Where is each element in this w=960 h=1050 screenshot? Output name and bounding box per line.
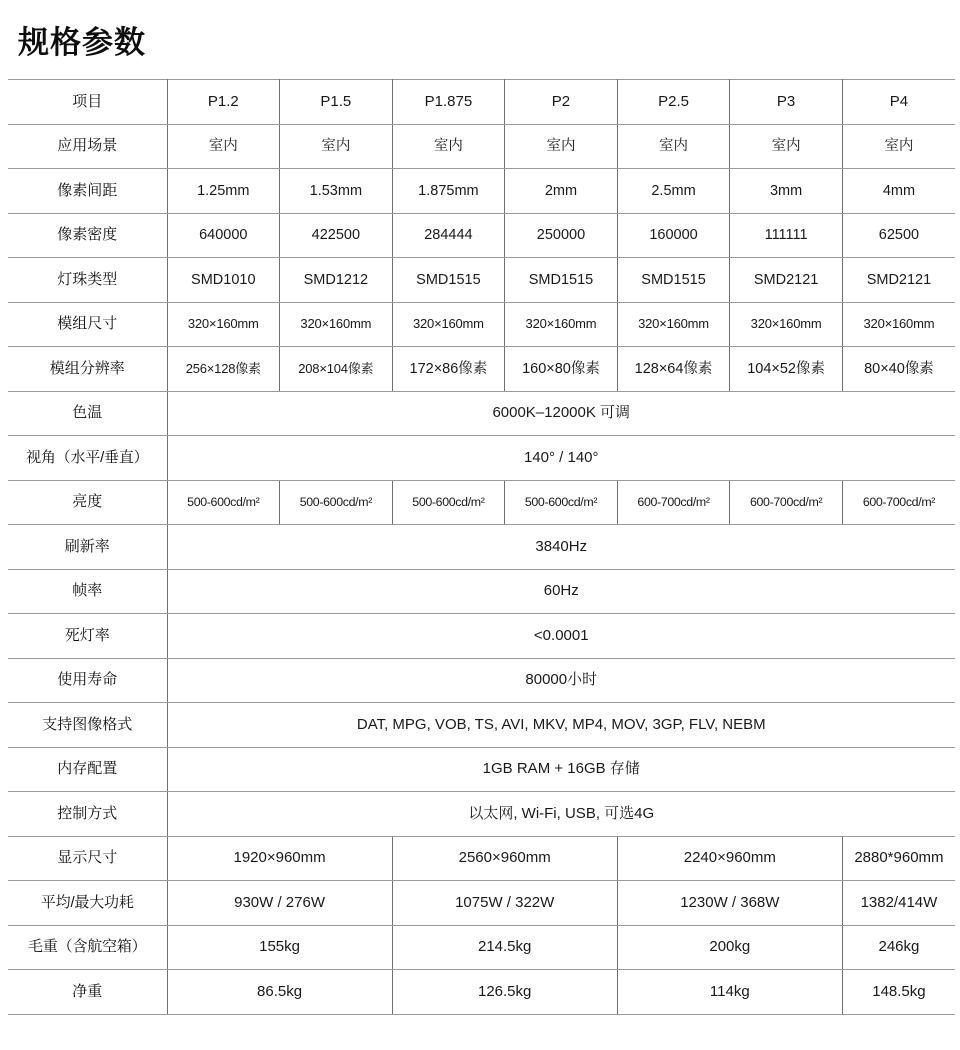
row-value-cell: 320×160mm <box>392 302 505 347</box>
row-value-cell: 2.5mm <box>617 169 730 214</box>
row-value-cell: SMD2121 <box>730 258 843 303</box>
table-row <box>8 124 955 169</box>
row-label-cell: 应用场景 <box>8 124 167 169</box>
table-row <box>8 881 955 926</box>
row-value-cell: 422500 <box>280 213 393 258</box>
row-group-value: 148.5kg <box>842 970 955 1015</box>
row-group-value: 126.5kg <box>392 970 617 1015</box>
table-row <box>8 614 955 659</box>
row-label-cell: 像素间距 <box>8 169 167 214</box>
row-value-cell: 62500 <box>842 213 955 258</box>
spec-table-wrapper <box>8 79 955 1015</box>
row-label-cell: 视角（水平/垂直） <box>8 436 167 481</box>
table-row <box>8 925 955 970</box>
row-value-cell: 320×160mm <box>167 302 280 347</box>
header-model-P1.5: P1.5 <box>280 80 393 125</box>
row-label-cell: 显示尺寸 <box>8 836 167 881</box>
row-merged-value: 140° / 140° <box>167 436 955 481</box>
header-model-P4: P4 <box>842 80 955 125</box>
row-group-value: 1920×960mm <box>167 836 392 881</box>
row-group-value: 200kg <box>617 925 842 970</box>
header-label-cell: 项目 <box>8 80 167 125</box>
header-model-P1.2: P1.2 <box>167 80 280 125</box>
row-group-value: 930W / 276W <box>167 881 392 926</box>
header-model-P2: P2 <box>505 80 618 125</box>
row-group-value: 1230W / 368W <box>617 881 842 926</box>
row-label-cell: 色温 <box>8 391 167 436</box>
row-value-cell: 160000 <box>617 213 730 258</box>
row-label-cell: 支持图像格式 <box>8 703 167 748</box>
header-model-P3: P3 <box>730 80 843 125</box>
row-label-cell: 控制方式 <box>8 792 167 837</box>
row-label-cell: 模组分辨率 <box>8 347 167 392</box>
table-header-row <box>8 80 955 125</box>
row-merged-value: 80000小时 <box>167 658 955 703</box>
row-value-cell: 室内 <box>280 124 393 169</box>
table-row <box>8 347 955 392</box>
row-group-value: 86.5kg <box>167 970 392 1015</box>
row-value-cell: 室内 <box>167 124 280 169</box>
row-merged-value: <0.0001 <box>167 614 955 659</box>
table-row <box>8 747 955 792</box>
row-group-value: 1075W / 322W <box>392 881 617 926</box>
row-value-cell: 3mm <box>730 169 843 214</box>
row-label-cell: 刷新率 <box>8 525 167 570</box>
specifications-table <box>8 79 955 1015</box>
row-label-cell: 使用寿命 <box>8 658 167 703</box>
row-value-cell: SMD1515 <box>617 258 730 303</box>
row-value-cell: 2mm <box>505 169 618 214</box>
table-row <box>8 258 955 303</box>
row-label-cell: 像素密度 <box>8 213 167 258</box>
table-row <box>8 525 955 570</box>
row-label-cell: 帧率 <box>8 569 167 614</box>
row-value-cell: 320×160mm <box>280 302 393 347</box>
row-value-cell: 室内 <box>730 124 843 169</box>
table-row <box>8 703 955 748</box>
table-row <box>8 970 955 1015</box>
row-merged-value: 3840Hz <box>167 525 955 570</box>
row-value-cell: 250000 <box>505 213 618 258</box>
row-value-cell: 111111 <box>730 213 843 258</box>
row-merged-value: 6000K–12000K 可调 <box>167 391 955 436</box>
row-label-cell: 内存配置 <box>8 747 167 792</box>
row-value-cell: 208×104像素 <box>280 347 393 392</box>
row-group-value: 2560×960mm <box>392 836 617 881</box>
row-label-cell: 平均/最大功耗 <box>8 881 167 926</box>
table-row <box>8 836 955 881</box>
row-value-cell: 80×40像素 <box>842 347 955 392</box>
row-value-cell: SMD2121 <box>842 258 955 303</box>
row-value-cell: 4mm <box>842 169 955 214</box>
row-group-value: 2240×960mm <box>617 836 842 881</box>
table-row <box>8 169 955 214</box>
row-label-cell: 灯珠类型 <box>8 258 167 303</box>
row-value-cell: 320×160mm <box>617 302 730 347</box>
row-value-cell: 160×80像素 <box>505 347 618 392</box>
row-value-cell: 500-600cd/m² <box>167 480 280 525</box>
row-label-cell: 毛重（含航空箱） <box>8 925 167 970</box>
table-row <box>8 302 955 347</box>
page-title: 规格参数 <box>18 25 146 60</box>
table-row <box>8 792 955 837</box>
row-merged-value: DAT, MPG, VOB, TS, AVI, MKV, MP4, MOV, 3GP, FLV, NEBM <box>167 703 955 748</box>
row-value-cell: 256×128像素 <box>167 347 280 392</box>
row-value-cell: 128×64像素 <box>617 347 730 392</box>
table-row <box>8 658 955 703</box>
table-row <box>8 391 955 436</box>
row-group-value: 2880*960mm <box>842 836 955 881</box>
row-value-cell: 320×160mm <box>842 302 955 347</box>
row-value-cell: 172×86像素 <box>392 347 505 392</box>
row-value-cell: 室内 <box>505 124 618 169</box>
row-value-cell: 320×160mm <box>730 302 843 347</box>
row-value-cell: 1.25mm <box>167 169 280 214</box>
row-value-cell: 600-700cd/m² <box>842 480 955 525</box>
row-value-cell: SMD1010 <box>167 258 280 303</box>
row-value-cell: 500-600cd/m² <box>505 480 618 525</box>
row-value-cell: 1.53mm <box>280 169 393 214</box>
row-value-cell: 104×52像素 <box>730 347 843 392</box>
row-value-cell: SMD1515 <box>505 258 618 303</box>
row-group-value: 155kg <box>167 925 392 970</box>
row-merged-value: 1GB RAM + 16GB 存储 <box>167 747 955 792</box>
row-merged-value: 以太网, Wi-Fi, USB, 可选4G <box>167 792 955 837</box>
row-value-cell: 600-700cd/m² <box>617 480 730 525</box>
table-row <box>8 480 955 525</box>
row-value-cell: 640000 <box>167 213 280 258</box>
row-group-value: 246kg <box>842 925 955 970</box>
row-merged-value: 60Hz <box>167 569 955 614</box>
row-value-cell: 室内 <box>842 124 955 169</box>
row-label-cell: 净重 <box>8 970 167 1015</box>
row-value-cell: 室内 <box>617 124 730 169</box>
row-value-cell: SMD1212 <box>280 258 393 303</box>
table-row <box>8 213 955 258</box>
row-value-cell: 284444 <box>392 213 505 258</box>
row-group-value: 1382/414W <box>842 881 955 926</box>
row-group-value: 214.5kg <box>392 925 617 970</box>
spec-table-body <box>8 80 955 1015</box>
row-value-cell: 600-700cd/m² <box>730 480 843 525</box>
row-value-cell: 500-600cd/m² <box>280 480 393 525</box>
header-model-P1.875: P1.875 <box>392 80 505 125</box>
row-label-cell: 模组尺寸 <box>8 302 167 347</box>
row-value-cell: 1.875mm <box>392 169 505 214</box>
row-value-cell: SMD1515 <box>392 258 505 303</box>
row-value-cell: 室内 <box>392 124 505 169</box>
row-value-cell: 320×160mm <box>505 302 618 347</box>
row-label-cell: 死灯率 <box>8 614 167 659</box>
table-row <box>8 436 955 481</box>
header-model-P2.5: P2.5 <box>617 80 730 125</box>
row-label-cell: 亮度 <box>8 480 167 525</box>
row-value-cell: 500-600cd/m² <box>392 480 505 525</box>
table-row <box>8 569 955 614</box>
row-group-value: 114kg <box>617 970 842 1015</box>
